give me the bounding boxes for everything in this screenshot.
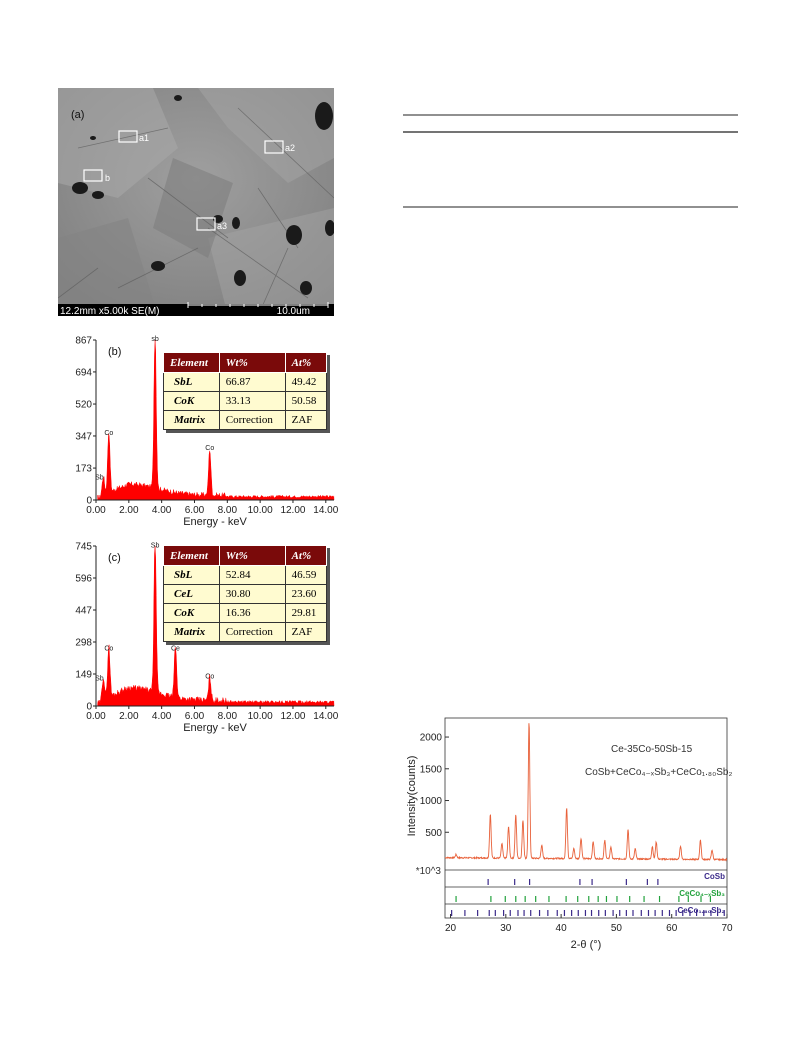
- y-tick-label: 0: [86, 701, 92, 713]
- sem-micrograph: [58, 88, 334, 316]
- x-tick-label: 4.00: [151, 711, 172, 722]
- eds-c-cell: Correction: [219, 623, 285, 642]
- xrd-plot: [405, 712, 740, 964]
- peak-label: Co: [104, 430, 114, 438]
- eds-c-cell: Matrix: [164, 623, 220, 642]
- eds-b-cell: Correction: [219, 411, 285, 430]
- peak-label: Co: [104, 645, 114, 653]
- y-tick-label: 867: [75, 335, 92, 347]
- eds-b-cell: 66.87: [219, 373, 285, 392]
- eds-c-cell: 29.81: [285, 604, 326, 623]
- region-label-b: b: [105, 173, 111, 183]
- x-tick-label: 10.00: [247, 711, 273, 722]
- eds-b-cell: 49.42: [285, 373, 326, 392]
- sample-label: Ce-35Co-50Sb-15: [611, 744, 693, 755]
- eds-c-cell: 46.59: [285, 566, 326, 585]
- xrd-pattern: [405, 712, 740, 964]
- eds-c-cell: ZAF: [285, 623, 326, 642]
- x-axis-title: 2-θ (°): [570, 939, 602, 951]
- eds-b-table: [163, 352, 327, 430]
- x-tick-label: 2.00: [119, 711, 139, 722]
- eds-b-cell: CoK: [164, 392, 220, 411]
- x-tick-label: 6.00: [184, 505, 205, 516]
- x-tick-label: 4.00: [151, 505, 172, 516]
- x-tick-label: 6.00: [184, 711, 205, 722]
- x-tick-label: 70: [721, 923, 733, 934]
- eds-b-header-wt: Wt%: [219, 353, 285, 373]
- y-tick-label: 596: [75, 573, 92, 585]
- peak-label: sb: [151, 335, 159, 343]
- sem-panel-label: (a): [71, 109, 85, 121]
- reference-label: CeCo₁.₈₀Sb₂: [677, 906, 725, 915]
- x-tick-label: 12.00: [280, 505, 306, 516]
- table-row: [164, 411, 327, 430]
- empty-table-rules: [403, 114, 738, 208]
- eds-c-cell: CoK: [164, 604, 220, 623]
- y-tick-label: 173: [75, 463, 92, 475]
- peak-label: Co: [205, 444, 215, 452]
- y-tick-label: 447: [75, 605, 92, 617]
- y-tick-label: 745: [75, 541, 92, 553]
- y-axis-title: Intensity(counts): [406, 755, 418, 837]
- eds-c-cell: 30.80: [219, 585, 285, 604]
- x-axis-title: Energy - keV: [183, 516, 247, 528]
- y-tick-label: 0: [86, 495, 92, 507]
- eds-b-header-element: Element: [164, 353, 220, 373]
- region-label-a2: a2: [285, 143, 296, 153]
- eds-c-cell: CeL: [164, 585, 220, 604]
- eds-c-table: [163, 545, 327, 642]
- peak-label: Sb: [150, 542, 160, 550]
- sem-footer-left: 12.2mm x5.00k SE(M): [60, 306, 160, 316]
- table-row: [164, 373, 327, 392]
- x-tick-label: 12.00: [280, 711, 306, 722]
- reference-label: CoSb: [704, 872, 725, 881]
- panel-label: (b): [108, 346, 122, 358]
- sem-footer-right: 10.0um: [276, 306, 310, 316]
- table-row: [164, 566, 327, 585]
- table-row: [164, 604, 327, 623]
- table-row: [164, 623, 327, 642]
- y-tick-label: 347: [75, 431, 92, 443]
- eds-b-header-at: At%: [285, 353, 326, 373]
- sem-image-art: [58, 88, 334, 316]
- region-label-a1: a1: [139, 133, 150, 143]
- eds-c-cell: 16.36: [219, 604, 285, 623]
- y-tick-label: 298: [75, 637, 92, 649]
- y-tick-label: 1000: [419, 796, 442, 808]
- x-tick-label: 14.00: [313, 505, 339, 516]
- eds-c-header-row: [164, 546, 327, 566]
- y-tick-label: 500: [425, 827, 442, 839]
- peak-label: Sb: [95, 474, 104, 482]
- x-tick-label: 0.00: [86, 711, 106, 722]
- x-axis-title: Energy - keV: [183, 722, 247, 734]
- x-tick-label: 50: [610, 923, 622, 934]
- panel-label: (c): [108, 552, 121, 564]
- eds-b-cell: 50.58: [285, 392, 326, 411]
- eds-c-header-element: Element: [164, 546, 220, 566]
- x-tick-label: 20: [444, 923, 457, 934]
- eds-b-cell: ZAF: [285, 411, 326, 430]
- reference-label: CeCo₄₋ₓSb₃: [679, 889, 725, 898]
- eds-b-cell: SbL: [164, 373, 220, 392]
- eds-b-header-row: [164, 353, 327, 373]
- x-tick-label: 8.00: [217, 505, 238, 516]
- x-tick-label: 0.00: [86, 505, 106, 516]
- y-tick-label: 149: [75, 669, 92, 681]
- peak-label: Co: [205, 673, 215, 681]
- eds-c-header-wt: Wt%: [219, 546, 285, 566]
- x-tick-label: 60: [666, 923, 678, 934]
- peak-label: Sb: [95, 675, 104, 683]
- eds-c-cell: SbL: [164, 566, 220, 585]
- y-tick-label: 520: [75, 399, 92, 411]
- eds-c-cell: 52.84: [219, 566, 285, 585]
- empty-table: [403, 114, 738, 208]
- region-label-a3: a3: [217, 221, 228, 231]
- eds-c-header-at: At%: [285, 546, 326, 566]
- table-row: [164, 392, 327, 411]
- x-tick-label: 14.00: [313, 711, 339, 722]
- eds-c-cell: 23.60: [285, 585, 326, 604]
- y-tick-label: 1500: [419, 764, 442, 776]
- y-tick-label: 694: [75, 367, 92, 379]
- x-tick-label: 40: [555, 923, 567, 934]
- multiplier-label: *10^3: [415, 866, 441, 877]
- x-tick-label: 2.00: [119, 505, 139, 516]
- phases-label: CoSb+CeCo₄₋ₓSb₃+CeCo₁.₈₀Sb₂: [585, 767, 733, 778]
- y-tick-label: 2000: [419, 732, 442, 744]
- eds-b-cell: Matrix: [164, 411, 220, 430]
- x-tick-label: 8.00: [217, 711, 238, 722]
- table-row: [164, 585, 327, 604]
- eds-b-cell: 33.13: [219, 392, 285, 411]
- x-tick-label: 10.00: [247, 505, 273, 516]
- peak-label: Ce: [170, 645, 180, 653]
- x-tick-label: 30: [500, 923, 512, 934]
